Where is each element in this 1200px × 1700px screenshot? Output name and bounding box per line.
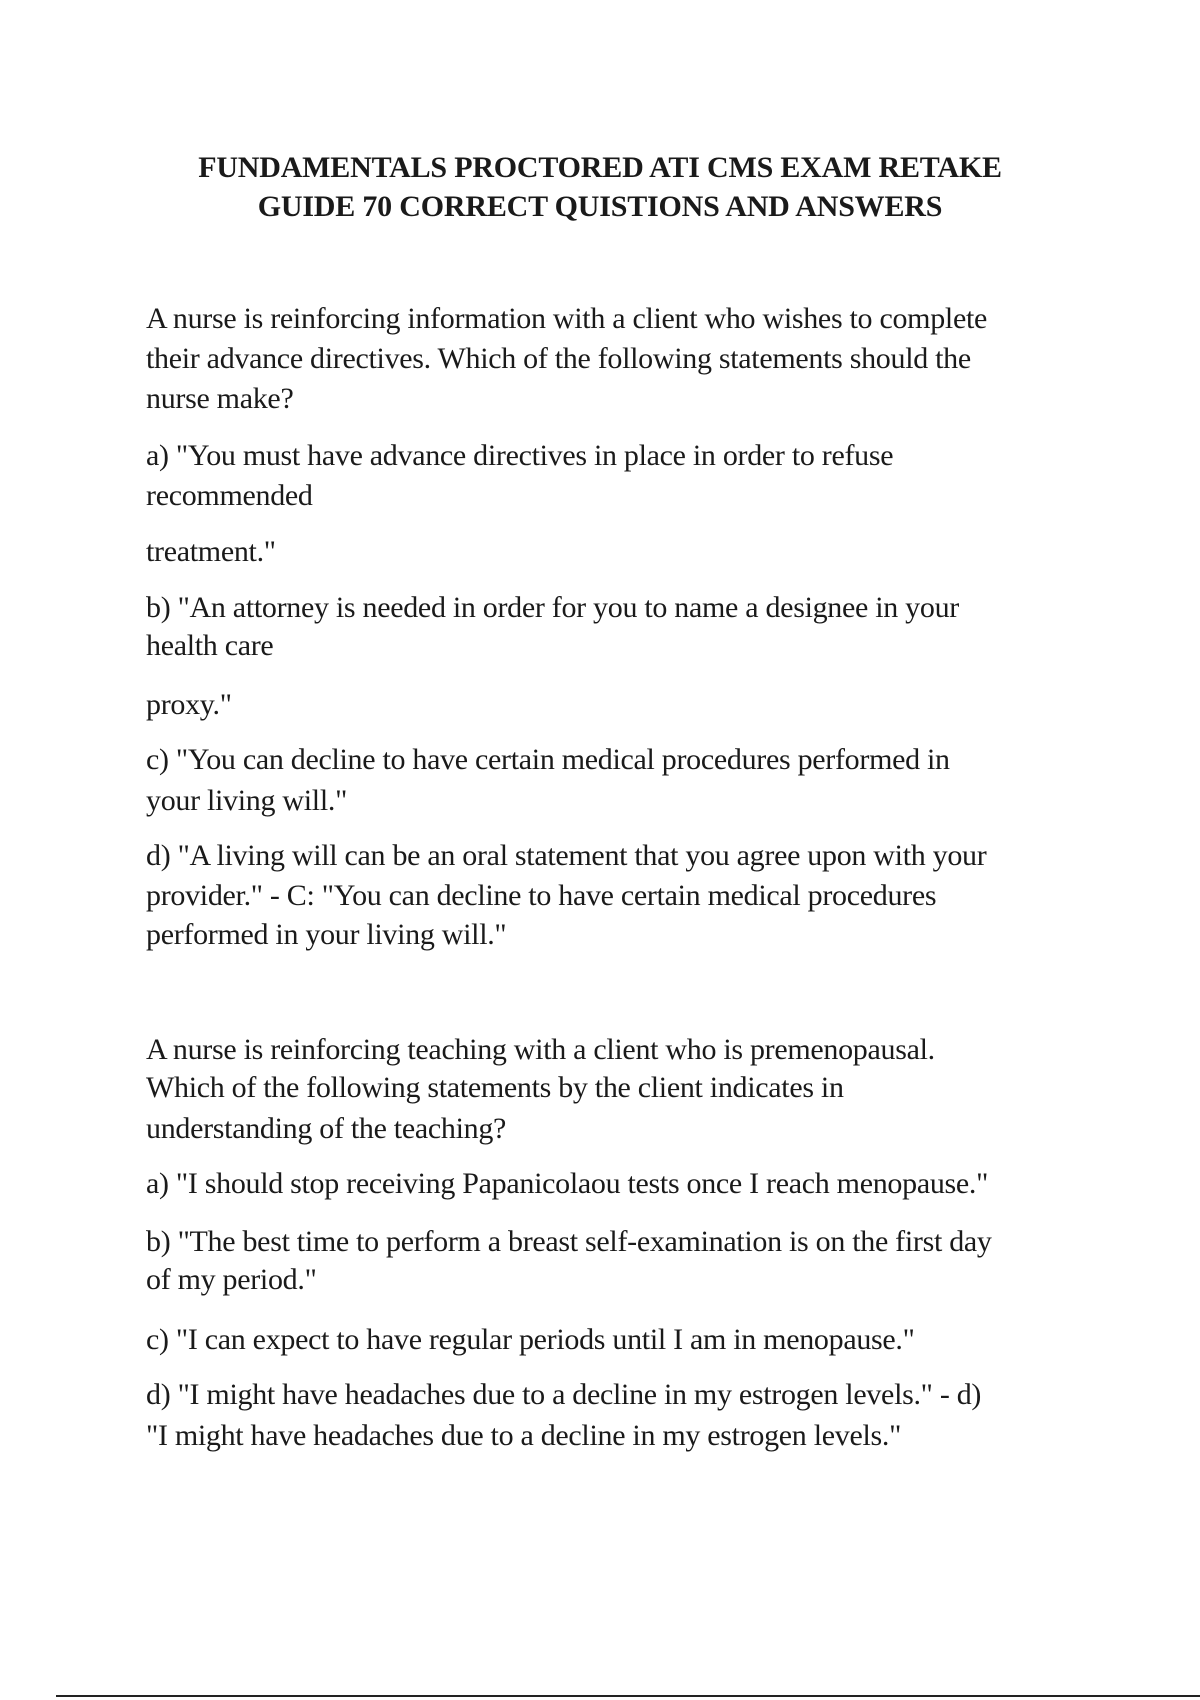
question-1-option-b-continuation: proxy." <box>146 688 232 721</box>
question-1-option-a-line-1: a) "You must have advance directives in place in order to refuse <box>146 439 894 472</box>
question-1-option-c-line-2: your living will." <box>146 784 348 817</box>
question-1-option-b-line-1: b) "An attorney is needed in order for you to name a designee in your <box>146 591 959 624</box>
question-1-option-d-line-1: d) "A living will can be an oral statement that you agree upon with your <box>146 839 987 872</box>
question-1-prompt-line-2: their advance directives. Which of the following statements should the <box>146 342 971 375</box>
question-1-option-c-line-1: c) "You can decline to have certain medical procedures performed in <box>146 743 950 776</box>
question-2-option-b-line-1: b) "The best time to perform a breast self-examination is on the first day <box>146 1225 992 1258</box>
question-1-prompt-line-1: A nurse is reinforcing information with a client who wishes to complete <box>146 302 988 335</box>
question-1-prompt-line-3: nurse make? <box>146 382 294 415</box>
question-1-option-b-line-2: health care <box>146 629 274 662</box>
question-2-option-d-line-1: d) "I might have headaches due to a decline in my estrogen levels." - d) <box>146 1378 982 1411</box>
question-1-option-a-line-2: recommended <box>146 479 313 512</box>
question-2-option-c-line-1: c) "I can expect to have regular periods until I am in menopause." <box>146 1323 915 1356</box>
question-2-option-d-line-2: "I might have headaches due to a decline in my estrogen levels." <box>146 1419 902 1452</box>
footer-rule <box>56 1695 1200 1697</box>
question-1-option-d-line-3: performed in your living will." <box>146 918 507 951</box>
question-2-prompt-line-1: A nurse is reinforcing teaching with a client who is premenopausal. <box>146 1033 935 1066</box>
document-title-line-2: GUIDE 70 CORRECT QUISTIONS AND ANSWERS <box>257 190 943 223</box>
question-1-option-d-line-2: provider." - C: "You can decline to have certain medical procedures <box>146 879 937 912</box>
document-title-line-1: FUNDAMENTALS PROCTORED ATI CMS EXAM RETAKE <box>198 151 1002 184</box>
question-2-prompt-line-2: Which of the following statements by the client indicates in <box>146 1071 844 1104</box>
question-2-option-a-line-1: a) "I should stop receiving Papanicolaou tests once I reach menopause." <box>146 1167 989 1200</box>
question-2-option-b-line-2: of my period." <box>146 1263 317 1296</box>
question-2-prompt-line-3: understanding of the teaching? <box>146 1112 507 1145</box>
question-1-option-a-continuation: treatment." <box>146 535 276 568</box>
